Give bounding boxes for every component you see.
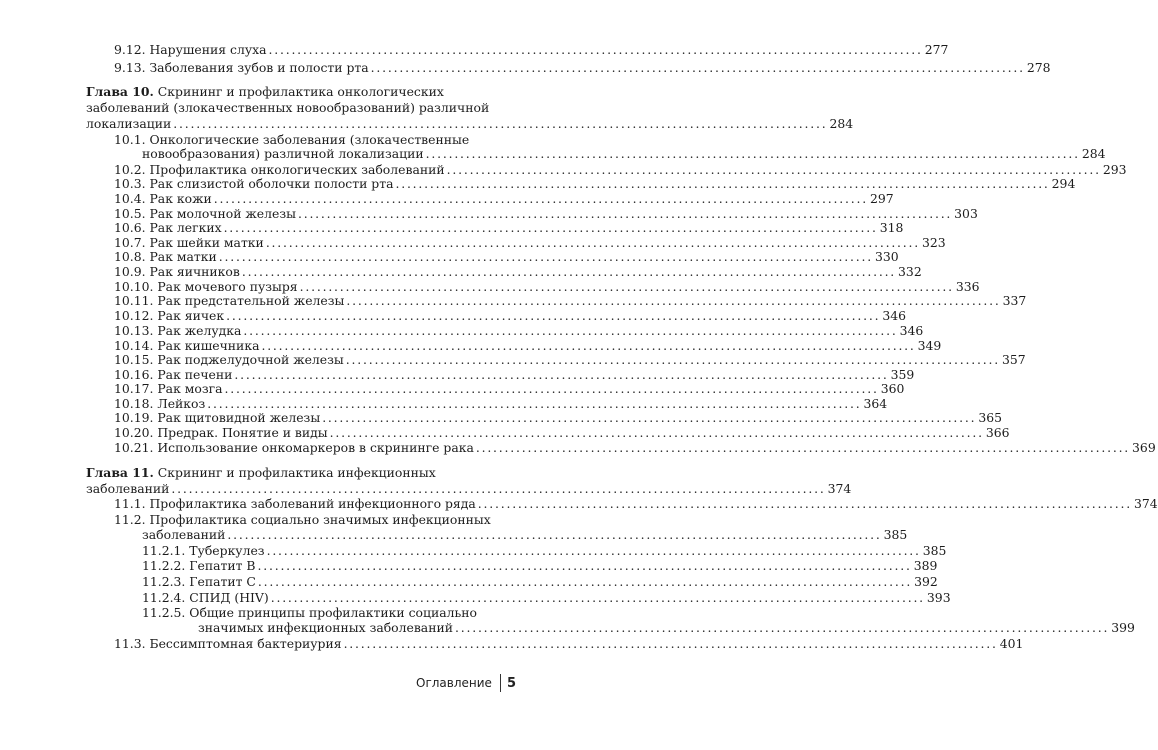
- toc-entry[interactable]: 10.17. Рак мозга .................................................................................................................. 360: [114, 381, 905, 396]
- footer-divider: [500, 674, 501, 692]
- toc-entry[interactable]: заболеваний .................................................................................................................. 374: [86, 481, 852, 496]
- toc-entry[interactable]: значимых инфекционных заболеваний .................................................................................................................. 399: [198, 620, 1135, 635]
- page-number: 330: [874, 249, 899, 264]
- toc-entry[interactable]: 10.7. Рак шейки матки .................................................................................................................. 323: [114, 235, 946, 250]
- toc-entry[interactable]: 10.21. Использование онкомаркеров в скрининге рака .................................................................................................................. 369: [114, 440, 1156, 455]
- toc-entry[interactable]: 10.1. Онкологические заболевания (злокачественные: [114, 132, 470, 147]
- toc-entry[interactable]: 10.18. Лейкоз .................................................................................................................. 364: [114, 396, 888, 411]
- toc-entry[interactable]: 10.16. Рак печени .................................................................................................................. 359: [114, 367, 915, 382]
- chapter-heading[interactable]: [86, 84, 444, 100]
- toc-entry[interactable]: 9.12. Нарушения слуха .................................................................................................................. 277: [114, 42, 949, 57]
- page-number: 297: [869, 191, 894, 206]
- page-number: 323: [922, 235, 946, 250]
- toc-entry[interactable]: 10.5. Рак молочной железы .................................................................................................................. 303: [114, 206, 978, 221]
- page-number: 389: [913, 558, 938, 573]
- toc-entry[interactable]: 11.2.5. Общие принципы профилактики социально: [142, 605, 477, 620]
- toc-entry[interactable]: 10.13. Рак желудка .................................................................................................................. 346: [114, 323, 924, 338]
- toc-entry[interactable]: 10.19. Рак щитовидной железы .................................................................................................................. 365: [114, 410, 1003, 425]
- page-number: 346: [882, 308, 906, 323]
- page-number: 369: [1132, 440, 1156, 455]
- toc-entry[interactable]: 10.3. Рак слизистой оболочки полости рта .................................................................................................................. 294: [114, 176, 1076, 191]
- page-number: 359: [890, 367, 915, 382]
- page-number-footer: 5: [506, 675, 516, 691]
- chapter-label: Глава 11.: [86, 465, 154, 480]
- page-number: 294: [1051, 176, 1076, 191]
- toc-entry[interactable]: 11.2.4. СПИД (HIV) .................................................................................................................. 393: [142, 590, 951, 605]
- toc-entry[interactable]: 10.10. Рак мочевого пузыря .................................................................................................................. 336: [114, 279, 980, 294]
- toc-entry[interactable]: 10.20. Предрак. Понятие и виды .................................................................................................................. 366: [114, 425, 1010, 440]
- toc-entry[interactable]: 10.6. Рак легких .................................................................................................................. 318: [114, 220, 904, 235]
- page-number: 366: [985, 425, 1010, 440]
- chapter-heading[interactable]: [86, 465, 436, 481]
- toc-entry[interactable]: 11.3. Бессимптомная бактериурия .................................................................................................................. 401: [114, 636, 1024, 651]
- page-number: 284: [829, 116, 854, 131]
- page-number: 357: [1001, 352, 1026, 367]
- page-number: 278: [1026, 60, 1051, 75]
- page-number: 360: [880, 381, 905, 396]
- toc-entry[interactable]: 10.14. Рак кишечника .................................................................................................................. 349: [114, 338, 942, 353]
- toc-entry[interactable]: 11.1. Профилактика заболеваний инфекционного ряда .................................................................................................................. 374: [114, 496, 1158, 511]
- toc-entry[interactable]: 11.2.3. Гепатит C .................................................................................................................. 392: [142, 574, 938, 589]
- page-number: 284: [1081, 146, 1106, 161]
- chapter-label: Глава 10.: [86, 84, 154, 99]
- chapter-title-line: Скрининг и профилактика инфекционных: [157, 465, 436, 480]
- page-number: 336: [955, 279, 980, 294]
- toc-entry[interactable]: 9.13. Заболевания зубов и полости рта .................................................................................................................. 278: [114, 60, 1051, 75]
- page-number: 374: [1133, 496, 1158, 511]
- page-footer: [416, 674, 516, 692]
- toc-entry[interactable]: локализации .................................................................................................................. 284: [86, 116, 854, 131]
- page-number: 332: [898, 264, 922, 279]
- toc-entry[interactable]: новообразования) различной локализации .................................................................................................................. 284: [142, 146, 1106, 161]
- chapter-title-line: Скрининг и профилактика онкологических: [157, 84, 444, 99]
- page-number: 303: [954, 206, 978, 221]
- toc-entry[interactable]: 11.2.1. Туберкулез .................................................................................................................. 385: [142, 543, 947, 558]
- toc-entry[interactable]: 10.11. Рак предстательной железы .................................................................................................................. 337: [114, 293, 1027, 308]
- toc-entry[interactable]: 10.12. Рак яичек .................................................................................................................. 346: [114, 308, 906, 323]
- page-number: 399: [1111, 620, 1135, 635]
- page-number: 277: [924, 42, 949, 57]
- toc-entry[interactable]: заболеваний .................................................................................................................. 385: [142, 527, 908, 542]
- page-number: 385: [922, 543, 947, 558]
- section-label: Оглавление: [416, 676, 492, 690]
- toc-entry[interactable]: 10.9. Рак яичников .................................................................................................................. 332: [114, 264, 922, 279]
- page-number: 385: [883, 527, 908, 542]
- toc-entry[interactable]: 10.15. Рак поджелудочной железы .................................................................................................................. 357: [114, 352, 1026, 367]
- toc-entry[interactable]: 11.2.2. Гепатит B .................................................................................................................. 389: [142, 558, 938, 573]
- chapter-title-line: заболеваний (злокачественных новообразований) различной: [86, 100, 490, 115]
- page-number: 346: [899, 323, 924, 338]
- toc-entry[interactable]: 10.4. Рак кожи .................................................................................................................. 297: [114, 191, 894, 206]
- page-number: 365: [978, 410, 1003, 425]
- toc-entry[interactable]: 11.2. Профилактика социально значимых инфекционных: [114, 512, 491, 527]
- page-number: 392: [914, 574, 938, 589]
- page-number: 374: [827, 481, 852, 496]
- page-number: 349: [917, 338, 942, 353]
- page-number: 401: [999, 636, 1024, 651]
- page-number: 337: [1002, 293, 1027, 308]
- page-number: 364: [863, 396, 888, 411]
- toc-entry[interactable]: 10.2. Профилактика онкологических заболеваний .................................................................................................................. 293: [114, 162, 1127, 177]
- page-number: 318: [879, 220, 904, 235]
- toc-entry[interactable]: 10.8. Рак матки .................................................................................................................. 330: [114, 249, 899, 264]
- page-number: 293: [1102, 162, 1127, 177]
- page-number: 393: [926, 590, 951, 605]
